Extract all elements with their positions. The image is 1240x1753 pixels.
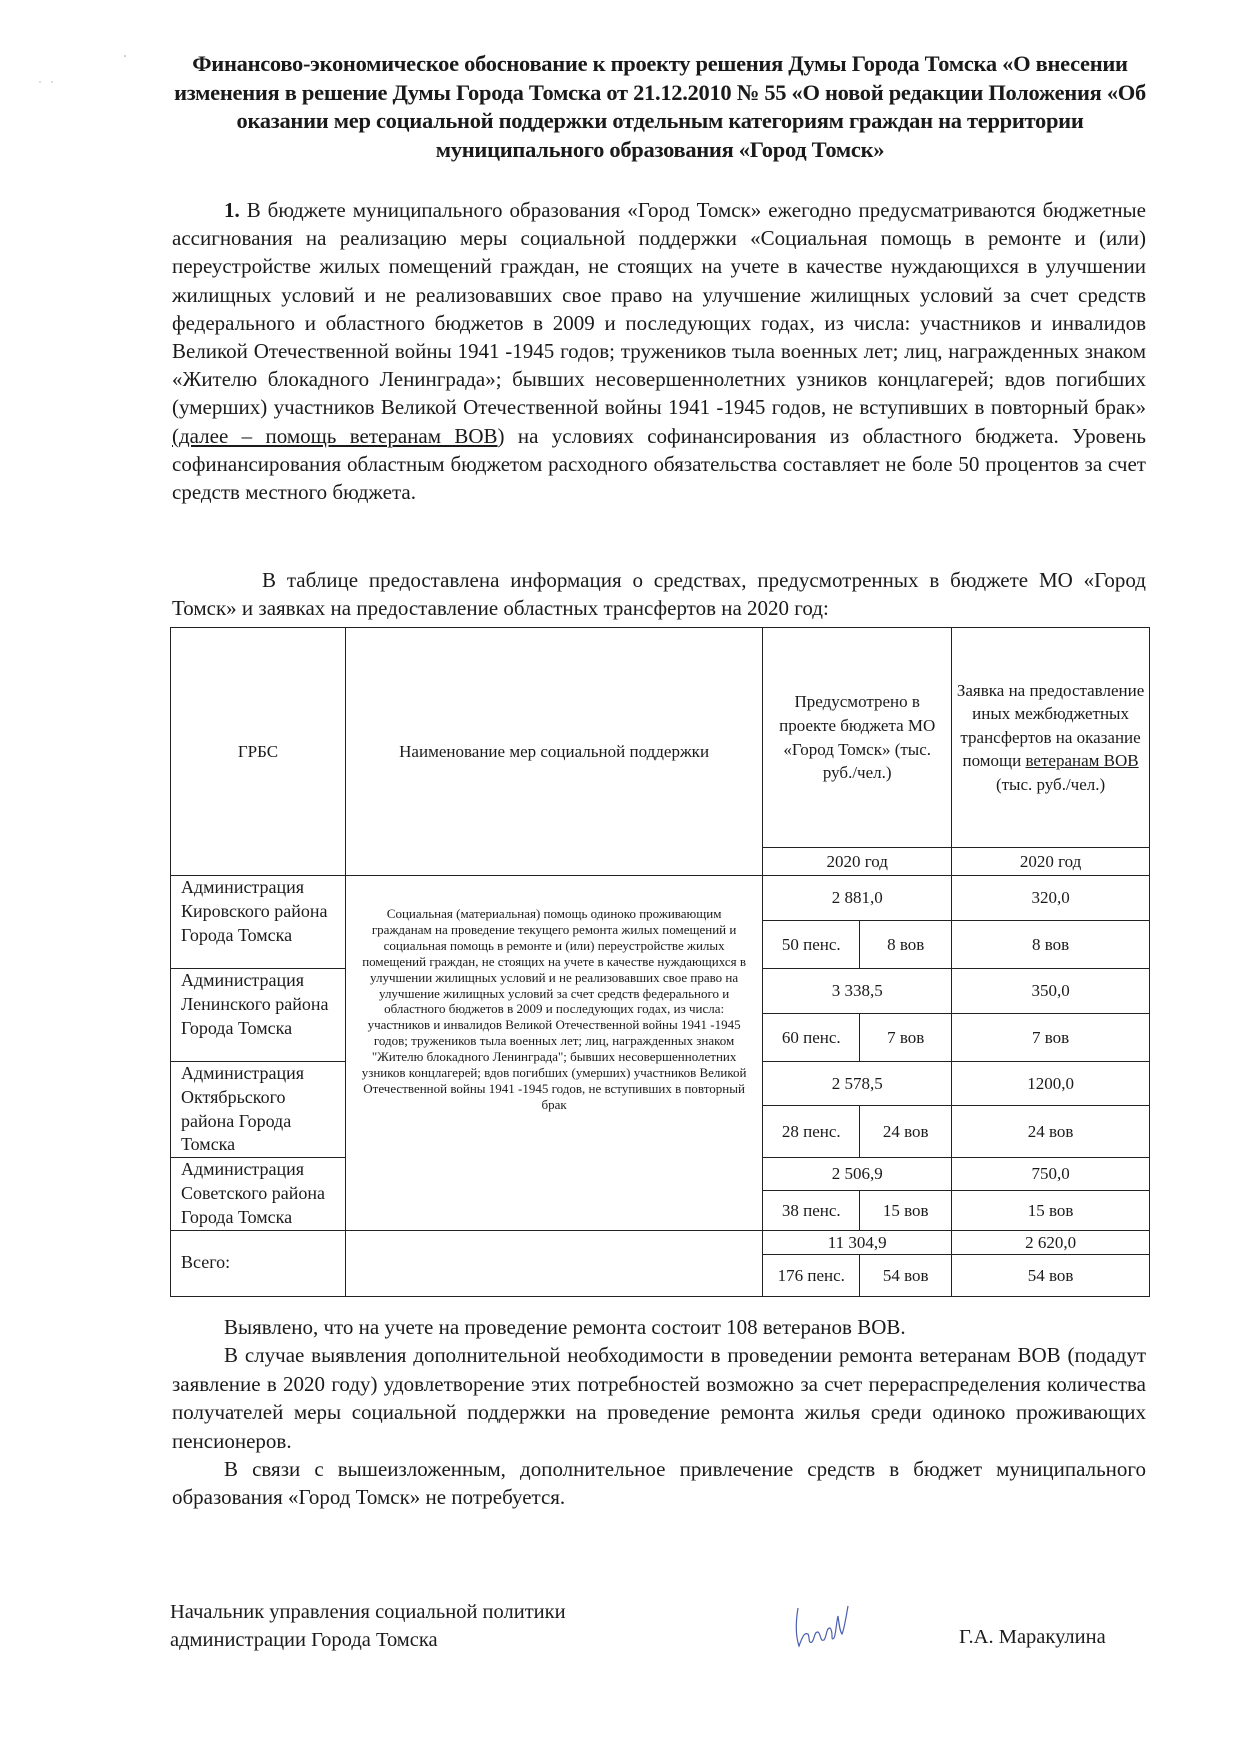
- pensioners-count: 38 пенс.: [763, 1191, 860, 1231]
- header-measure: Наименование мер социальной поддержки: [345, 628, 762, 876]
- signatory-position-line-1: Начальник управления социальной политики: [170, 1601, 566, 1623]
- grbs-name: Администрация Кировского района Города Томска: [171, 876, 346, 969]
- paragraph-1-text: В бюджете муниципального образования «Город Томск» ежегодно предусматриваются бюджетные ассигнования на реализацию меры социальной поддержки «Социальная помощь в ремонте и (или) переустройстве жилых помещений граждан, не стоящих на учете в качестве нуждающихся в улучшении жилищных условий и не реализовавших свое право на улучшение жилищных условий за счет средств федерального и областного бюджетов в 2009 и последующих годах, из числа: участников и инвалидов Великой Отечественной войны 1941 -1945 годов; тружеников тыла военных лет; лиц, награжденных знаком «Жителю блокадного Ленинграда»; бывших несовершеннолетних узников концлагерей; вдов погибших (умерших) участников Великой Отечественной войны 1941 -1945 годов, не вступивших в повторный брак»: [172, 198, 1146, 420]
- conclusion-paragraph-3: В связи с вышеизложенным, дополнительное привлечение средств в бюджет муниципального образования «Город Томск» не потребуется.: [172, 1457, 1146, 1510]
- paragraph-1-text-end: ) на условиях софинансирования из областного бюджета. Уровень софинансирования областным бюджетом расходного обязательства составляет не боле 50 процентов за счет средств местного бюджета.: [172, 423, 1147, 505]
- header-request-text: Заявка на предоставление иных межбюджетных трансфертов на оказание помощи: [956, 680, 1145, 771]
- request-amount: 750,0: [952, 1158, 1150, 1191]
- table-header-row: [171, 628, 1150, 848]
- pensioners-count: 28 пенс.: [763, 1106, 860, 1158]
- total-veterans-request-count: 54 вов: [952, 1255, 1150, 1297]
- conclusion-paragraph-1: Выявлено, что на учете на проведение ремонта состоит 108 ветеранов ВОВ.: [224, 1315, 906, 1339]
- total-label: Всего:: [171, 1230, 346, 1297]
- year-request: 2020 год: [952, 848, 1150, 876]
- header-request-units: (тыс. руб./чел.): [995, 774, 1106, 794]
- total-measure-empty: [345, 1230, 762, 1297]
- total-veterans-planned-count: 54 вов: [860, 1255, 952, 1297]
- request-amount: 320,0: [952, 876, 1150, 921]
- header-grbs: ГРБС: [171, 628, 346, 876]
- veterans-planned-count: 7 вов: [860, 1014, 952, 1062]
- table-row: [171, 876, 1150, 921]
- planned-amount: 2 506,9: [763, 1158, 952, 1191]
- grbs-name: Администрация Ленинского района Города Томска: [171, 969, 346, 1062]
- paragraph-1: [172, 196, 1146, 506]
- handwritten-signature: [790, 1598, 860, 1654]
- veterans-planned-count: 15 вов: [860, 1191, 952, 1231]
- budget-table: [170, 627, 1150, 1297]
- paragraph-1-underlined-term: (далее – помощь ветеранам ВОВ: [172, 423, 498, 448]
- pensioners-count: 60 пенс.: [763, 1014, 860, 1062]
- pensioners-count: 50 пенс.: [763, 921, 860, 969]
- paragraph-number: 1.: [224, 198, 240, 222]
- paragraph-2: [172, 566, 1146, 622]
- planned-amount: 3 338,5: [763, 969, 952, 1014]
- veterans-request-count: 24 вов: [952, 1106, 1150, 1158]
- document-title: Финансово-экономическое обоснование к проекту решения Думы Города Томска «О внесении изменения в решение Думы Города Томска от 21.12.2010 № 55 «О новой редакции Положения «Об оказании мер социальной поддержки отдельным категориям граждан на территории муниципального образования «Город Томск»: [174, 51, 1146, 162]
- signatory-name: Г.А. Маракулина: [959, 1626, 1106, 1648]
- veterans-request-count: 7 вов: [952, 1014, 1150, 1062]
- conclusion-paragraph-2: В случае выявления дополнительной необходимости в проведении ремонта ветеранам ВОВ (подадут заявление в 2020 году) удовлетворение этих потребностей возможно за счет перераспределения количества получателей меры социальной поддержки на проведение ремонта жилья среди одиноко проживающих пенсионеров.: [172, 1343, 1146, 1453]
- total-request-amount: 2 620,0: [952, 1230, 1150, 1255]
- year-planned: 2020 год: [763, 848, 952, 876]
- signatory-position-line-2: администрации Города Томска: [170, 1629, 438, 1651]
- header-request: [952, 628, 1150, 848]
- planned-amount: 2 881,0: [763, 876, 952, 921]
- header-request-underlined: ветеранам ВОВ: [1025, 751, 1139, 771]
- total-planned-amount: 11 304,9: [763, 1230, 952, 1255]
- planned-amount: 2 578,5: [763, 1062, 952, 1106]
- header-planned: Предусмотрено в проекте бюджета МО «Город Томск» (тыс. руб./чел.): [763, 628, 952, 848]
- table-total-row: [171, 1230, 1150, 1255]
- request-amount: 350,0: [952, 969, 1150, 1014]
- request-amount: 1200,0: [952, 1062, 1150, 1106]
- veterans-request-count: 15 вов: [952, 1191, 1150, 1231]
- signatory-position: [170, 1598, 566, 1654]
- paragraph-2-text: В таблице предоставлена информация о средствах, предусмотренных в бюджете МО «Город Томск» и заявках на предоставление областных трансфертов на 2020 год:: [172, 568, 1146, 621]
- grbs-name: Администрация Октябрьского района Города Томска: [171, 1062, 346, 1158]
- veterans-request-count: 8 вов: [952, 921, 1150, 969]
- conclusion-block: [172, 1313, 1146, 1512]
- scan-margin-marks: [30, 50, 150, 90]
- grbs-name: Администрация Советского района Города Томска: [171, 1158, 346, 1230]
- measure-description: Социальная (материальная) помощь одиноко проживающим гражданам на проведение текущего ремонта жилых помещений и социальная помощь в ремонте и (или) переустройстве жилых помещений граждан, не стоящих на учете в качестве нуждающихся в улучшении жилищных условий и не реализовавших свое право на улучшение жилищных условий за счет средств федерального и областного бюджетов в 2009 и последующих годах, из числа: участников и инвалидов Великой Отечественной войны 1941 -1945 годов; тружеников тыла военных лет; лиц, награжденных знаком "Жителю блокадного Ленинграда"; бывших несовершеннолетних узников концлагерей; вдов погибших (умерших) участников Великой Отечественной войны 1941 -1945 годов, не вступивших в повторный брак: [345, 876, 762, 1231]
- veterans-planned-count: 24 вов: [860, 1106, 952, 1158]
- total-pensioners-count: 176 пенс.: [763, 1255, 860, 1297]
- veterans-planned-count: 8 вов: [860, 921, 952, 969]
